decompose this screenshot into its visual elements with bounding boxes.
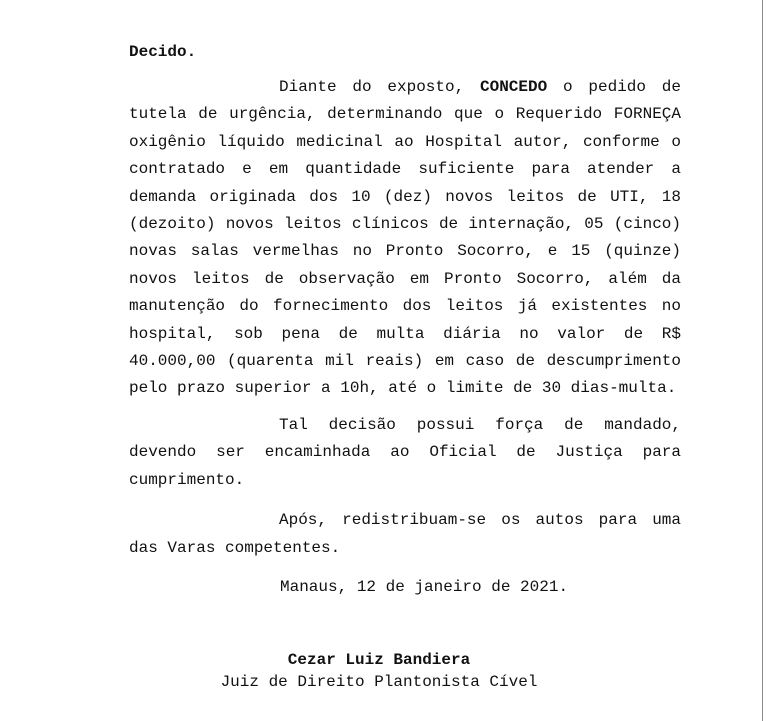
- ruling-emphasis: CONCEDO: [480, 78, 548, 96]
- date-line: Manaus, 12 de janeiro de 2021.: [280, 578, 569, 596]
- mandate-text: Tal decisão possui força de mandado, devendo ser encaminhada ao Oficial de Justiça para cumprimento.: [129, 415, 681, 489]
- document-body: [129, 40, 681, 562]
- paragraph-mandate: [129, 412, 681, 494]
- redistribution-text: Após, redistribuam-se os autos para uma das Varas competentes.: [129, 511, 681, 557]
- paragraph-ruling: [129, 74, 681, 403]
- ruling-lead: Diante do exposto,: [279, 78, 480, 96]
- decision-heading: Decido.: [129, 43, 197, 61]
- signature-block: [129, 648, 629, 692]
- signatory-role: Juiz de Direito Plantonista Cível: [220, 673, 538, 691]
- paragraph-redistribution: [129, 507, 681, 562]
- signatory-name: Cezar Luiz Bandiera: [287, 651, 471, 669]
- ruling-text: o pedido de tutela de urgência, determinando que o Requerido FORNEÇA oxigênio líquido medicinal ao Hospital autor, conforme o contratado e em quantidade suficiente para atender a demanda originada dos 10 (dez) novos leitos de UTI, 18 (dezoito) novos leitos clínicos de internação, 05 (cinco) novas salas vermelhas no Pronto Socorro, e 15 (quinze) novos leitos de observação em Pronto Socorro, além da manutenção do fornecimento dos leitos já existentes no hospital, sob pena de multa diária no valor de R$ 40.000,00 (quarenta mil reais) em caso de descumprimento pelo prazo superior a 10h, até o limite de 30 dias-multa.: [129, 78, 681, 398]
